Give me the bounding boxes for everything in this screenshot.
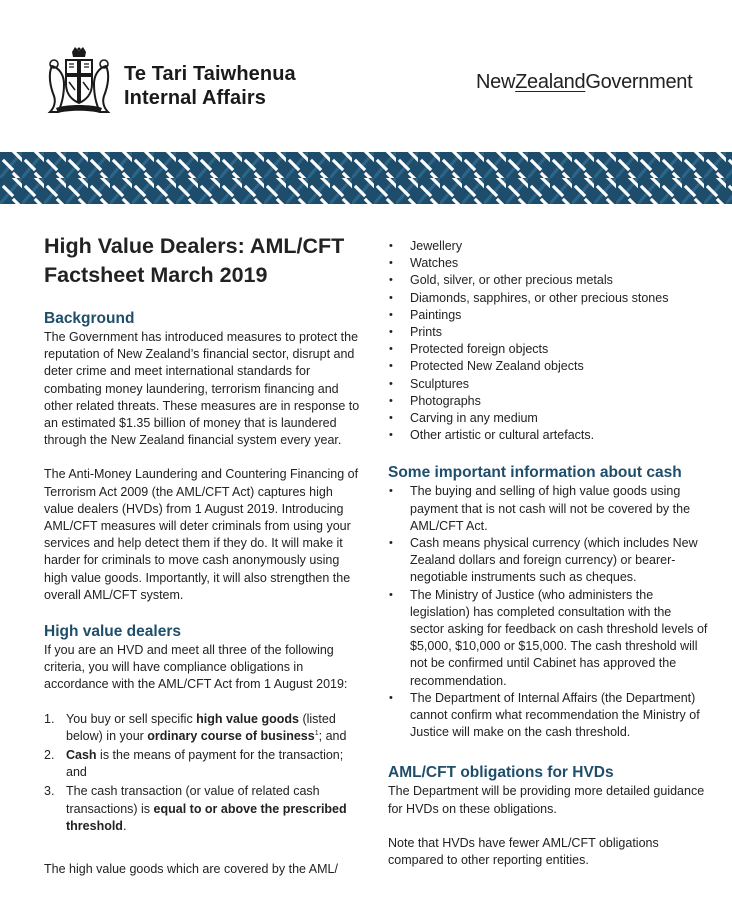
goods-item-text: Prints: [410, 325, 442, 340]
criteria-number-3: 3.: [44, 784, 55, 799]
bullet-icon: •: [389, 360, 393, 373]
criteria-number-2: 2.: [44, 748, 55, 763]
obligations-heading: AML/CFT obligations for HVDs: [388, 764, 614, 782]
criteria-item-2: [44, 747, 360, 781]
goods-item-text: Carving in any medium: [410, 411, 538, 426]
hvd-intro: If you are an HVD and meet all three of the following criteria, you will have compliance obligations in accordance with the AML/CFT Act from 1 August 2019:: [44, 643, 348, 692]
bullet-icon: •: [389, 412, 393, 425]
bullet-icon: •: [389, 343, 393, 356]
goods-item-text: Protected New Zealand objects: [410, 359, 584, 374]
goods-item-text: Other artistic or cultural artefacts.: [410, 428, 595, 443]
criteria-3-text-b: .: [122, 818, 127, 833]
background-paragraph-2: The Anti-Money Laundering and Countering Financing of Terrorism Act 2009 (the AML/CFT Act) captures high value dealers (HVDs) from 1 August 2019. Introducing AML/CFT measures will deter criminals from using your services and help detect them if they do. It will make it harder for criminals to move cash anonymously using high value goods. Importantly, it will also strengthen the overall AML/CFT system.: [44, 467, 359, 602]
goods-item: [388, 255, 708, 272]
bullet-icon: •: [389, 326, 393, 339]
goods-item: [388, 272, 708, 289]
goods-item: [388, 427, 708, 444]
org-name: [124, 62, 296, 110]
bullet-icon: •: [389, 588, 393, 601]
bullet-icon: •: [389, 257, 393, 270]
goods-item-text: Photographs: [410, 393, 481, 408]
bullet-icon: •: [389, 377, 393, 390]
high-value-goods-list: [388, 238, 708, 444]
criteria-list: [44, 711, 360, 835]
criteria-1-text-b: (listed below) in your: [66, 711, 336, 743]
goods-item-text: Protected foreign objects: [410, 342, 549, 357]
goods-item: [388, 324, 708, 341]
cash-info-list: [388, 483, 708, 741]
bullet-icon: •: [389, 291, 393, 304]
org-name-line2: Internal Affairs: [124, 87, 267, 109]
woven-pattern-band: [0, 152, 732, 204]
criteria-number-1: 1.: [44, 711, 55, 726]
bullet-icon: •: [389, 485, 393, 498]
criteria-3-bold: equal to or above the prescribed threshold: [66, 801, 347, 833]
obligations-paragraph-2: Note that HVDs have fewer AML/CFT obligations compared to other reporting entities.: [388, 835, 659, 868]
criteria-2-text: is the means of payment for the transaction; and: [66, 748, 344, 780]
coat-of-arms-icon: [42, 46, 116, 116]
cash-info-item: [388, 587, 708, 690]
obligations-paragraph-1: The Department will be providing more detailed guidance for HVDs on these obligations.: [388, 784, 705, 816]
criteria-1-bold-b: ordinary course of business: [147, 728, 315, 743]
bullet-icon: •: [389, 240, 393, 252]
goods-item: [388, 393, 708, 410]
background-paragraph-1: The Government has introduced measures to protect the reputation of New Zealand’s financial sector, disrupt and deter crime and meet international standards for combating money laundering, terrorism financing and other related threats. These measures are in response to an estimated $1.35 billion of money that is laundered through the New Zealand financial system every year.: [44, 330, 360, 448]
goods-item-text: Paintings: [410, 307, 462, 322]
cash-info-item-text: The buying and selling of high value goods using payment that is not cash will not be covered by the AML/CFT Act.: [410, 484, 691, 533]
footnote-ref: 1: [314, 729, 319, 737]
cash-info-item: [388, 690, 708, 742]
bullet-icon: •: [389, 394, 393, 407]
goods-item: [388, 341, 708, 358]
criteria-item-1: [44, 711, 360, 745]
gov-word-government: Government: [585, 71, 693, 93]
criteria-2-bold: Cash: [66, 748, 97, 763]
left-column: [44, 232, 360, 878]
goods-item-text: Sculptures: [410, 376, 470, 391]
background-heading: Background: [44, 310, 135, 327]
cash-info-item: [388, 483, 708, 535]
goods-item-text: Jewellery: [410, 239, 463, 253]
goods-item-text: Diamonds, sapphires, or other precious stones: [410, 290, 669, 305]
right-column: [388, 238, 708, 869]
goods-item: [388, 238, 708, 255]
bullet-icon: •: [389, 429, 393, 442]
high-value-dealers-heading: High value dealers: [44, 623, 181, 641]
nz-government-wordmark: [476, 71, 692, 94]
title-line-2: Factsheet March 2019: [44, 263, 268, 287]
page-header: [0, 0, 732, 150]
goods-item: [388, 290, 708, 307]
cash-info-item-text: The Ministry of Justice (who administers the legislation) has completed consultation with the sector asking for feedback on cash threshold levels of $5,000, $10,000 or $15,000. The cash threshold will not be confirmed until Cabinet has approved the recommendation.: [410, 587, 708, 688]
high-value-goods-intro: The high value goods which are covered by the AML/: [44, 862, 338, 877]
goods-item-text: Gold, silver, or other precious metals: [410, 273, 613, 288]
goods-item: [388, 307, 708, 324]
criteria-item-3: [44, 783, 360, 835]
criteria-1-bold-a: high value goods: [196, 711, 299, 726]
criteria-3-text-a: The cash transaction (or value of related cash transactions) is: [66, 784, 320, 816]
goods-item: [388, 358, 708, 375]
criteria-1-text-a: You buy or sell specific: [66, 711, 197, 726]
org-name-line1: Te Tari Taiwhenua: [124, 63, 296, 85]
goods-item: [388, 410, 708, 427]
bullet-icon: •: [389, 537, 393, 550]
bullet-icon: •: [389, 691, 393, 704]
goods-item: [388, 376, 708, 393]
cash-info-item-text: Cash means physical currency (which includes New Zealand dollars and foreign currency) or bearer-negotiable instruments such as cheques.: [410, 536, 698, 585]
cash-info-item: [388, 535, 708, 587]
cash-info-item-text: The Department of Internal Affairs (the Department) cannot confirm what recommendation the Ministry of Justice will make on the cash threshold.: [410, 690, 700, 740]
page-title: [44, 232, 360, 290]
goods-item-text: Watches: [410, 256, 459, 271]
gov-word-zealand: Zealand: [515, 71, 586, 93]
title-line-1: High Value Dealers: AML/CFT: [44, 234, 345, 258]
cash-info-heading: Some important information about cash: [388, 464, 682, 482]
bullet-icon: •: [389, 274, 393, 287]
criteria-1-text-c: ; and: [318, 728, 347, 743]
bullet-icon: •: [389, 308, 393, 321]
gov-word-new: New: [476, 71, 516, 93]
